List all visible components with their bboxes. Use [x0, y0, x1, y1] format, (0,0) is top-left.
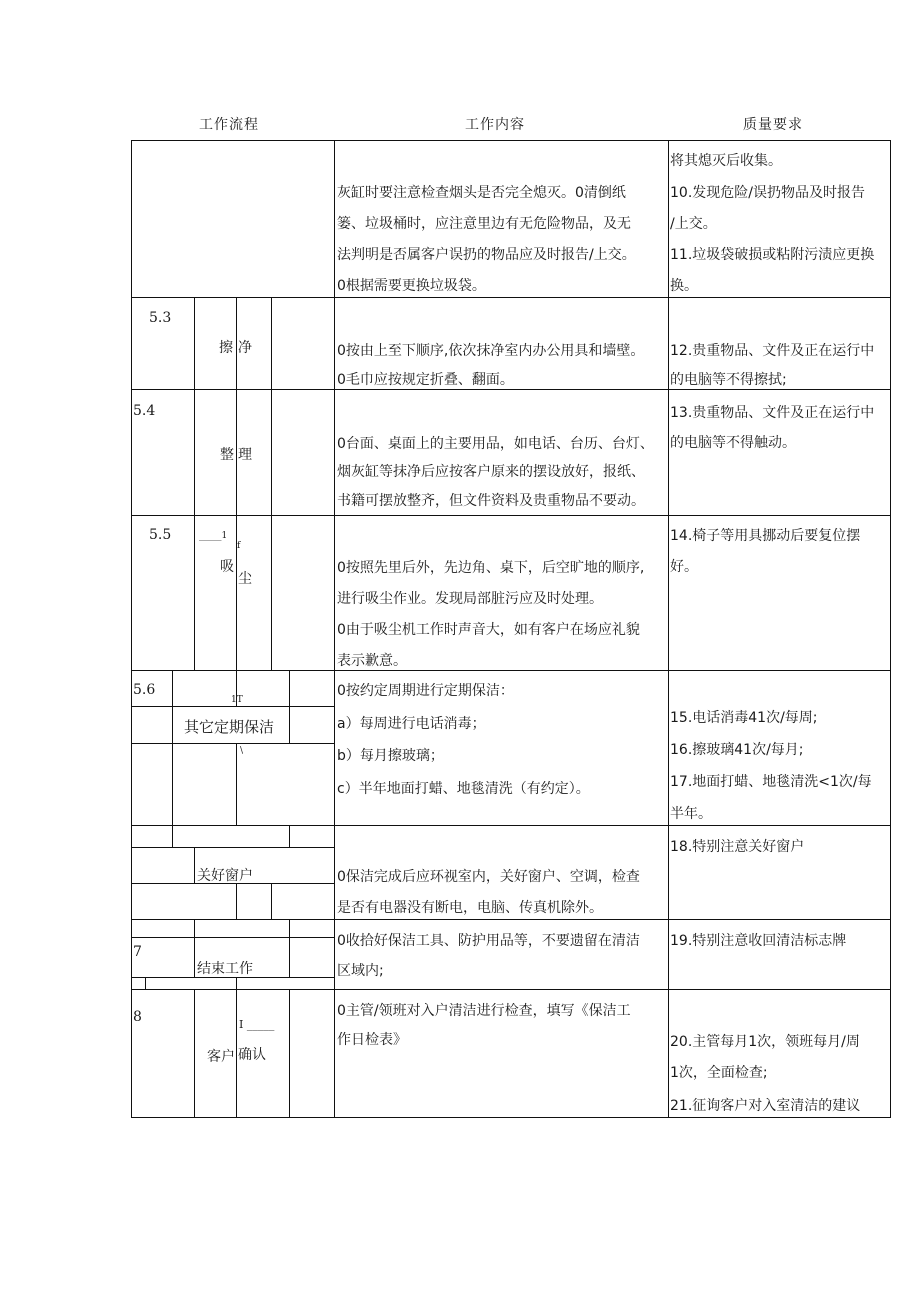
content-line: b）每月擦玻璃；	[337, 748, 444, 764]
step-number: 7	[133, 944, 142, 960]
content-line: 灰缸时要注意检查烟头是否完全熄灭。0清倒纸	[337, 185, 626, 201]
header-work-content: 工作内容	[465, 117, 525, 133]
quality-line: 11.垃圾袋破损或粘附污渍应更换	[670, 247, 875, 263]
row-divider	[131, 989, 891, 990]
step-label: 客户	[207, 1049, 235, 1065]
subcell-divider	[172, 670, 173, 826]
content-line: 作日检表》	[337, 1032, 407, 1048]
header-workflow: 工作流程	[199, 117, 259, 133]
step-number: 5.3	[149, 310, 172, 326]
subcell-divider	[236, 297, 237, 671]
subcell-divider	[236, 743, 237, 826]
content-line: 0按约定周期进行定期保洁：	[337, 683, 514, 699]
content-line: 0毛巾应按规定折叠、翻面。	[337, 372, 514, 388]
step-label: 吸	[220, 559, 234, 575]
content-line: 表示歉意。	[337, 653, 407, 669]
table-top-border	[131, 140, 891, 141]
subcell-divider	[194, 847, 195, 883]
step-label: 其它定期保洁	[184, 718, 275, 736]
quality-line: 12.贵重物品、文件及正在运行中	[670, 343, 875, 359]
row-divider	[131, 670, 891, 671]
quality-line: 的电脑等不得触动。	[670, 435, 796, 451]
content-line: 法判明是否属客户误扔的物品应及时报告/上交。	[337, 247, 636, 263]
row-divider	[131, 297, 891, 298]
subcell-divider	[131, 847, 335, 848]
quality-line: 的电脑等不得擦拭;	[670, 372, 787, 388]
content-line: c）半年地面打蜡、地毯清洗（有约定）。	[337, 781, 590, 797]
subcell-divider	[289, 937, 290, 977]
table-left-border	[131, 140, 132, 1118]
step-label: 擦	[219, 340, 233, 356]
quality-line: 1次，全面检查;	[670, 1065, 768, 1081]
subcell-divider	[194, 919, 195, 937]
content-line: 0保洁完成后应环视室内，关好窗户、空调，检查	[337, 869, 640, 885]
quality-line: 15.电话消毒41次/每周;	[670, 710, 818, 726]
quality-line: 14.椅子等用具挪动后要复位摆	[670, 528, 861, 544]
subcell-divider	[131, 743, 335, 744]
step-number: 5.6	[133, 682, 156, 698]
table-right-border	[890, 140, 891, 1118]
margin-mark: \	[240, 746, 244, 756]
quality-line: 半年。	[670, 806, 712, 822]
content-line: 0台面、桌面上的主要用品，如电话、台历、台灯、	[337, 436, 654, 452]
subcell-divider	[289, 825, 290, 847]
content-line: 0根据需要更换垃圾袋。	[337, 278, 486, 294]
subcell-divider	[172, 825, 173, 847]
header-quality-requirements: 质量要求	[743, 117, 803, 133]
quality-line: 16.擦玻璃41次/每月;	[670, 742, 804, 758]
content-line: 0主管/领班对入户清洁进行检查，填写《保洁工	[337, 1003, 631, 1019]
quality-line: 将其熄灭后收集。	[670, 153, 782, 169]
subcell-divider	[271, 883, 272, 919]
step-number: 5.5	[149, 527, 172, 543]
step-number: 5.4	[133, 403, 156, 419]
quality-line: 20.主管每月1次，领班每月/周	[670, 1034, 860, 1050]
row-divider	[131, 515, 891, 516]
quality-line: 21.征询客户对入室清洁的建议	[670, 1098, 861, 1114]
subcell-divider	[131, 937, 335, 938]
subcell-divider	[271, 297, 272, 671]
subcell-divider	[131, 706, 335, 707]
step-label: 尘	[238, 571, 252, 587]
subcell-divider	[194, 297, 195, 671]
content-line: 0按由上至下顺序,依次抹净室内办公用具和墙壁。	[337, 343, 645, 359]
subcell-divider	[194, 989, 195, 1118]
step-label: 理	[238, 447, 252, 463]
margin-mark: f	[237, 541, 241, 551]
content-line: 烟灰缸等抹净后应按客户原来的摆设放好，报纸、	[337, 464, 645, 480]
subcell-divider	[236, 977, 237, 989]
margin-mark: I _____	[239, 1018, 275, 1031]
subcell-divider	[289, 919, 290, 937]
content-line: 书籍可摆放整齐，但文件资料及贵重物品不要动。	[337, 493, 645, 509]
content-line: 0收拾好保洁工具、防护用品等，不要遗留在清洁	[337, 933, 640, 949]
content-line: 进行吸尘作业。发现局部脏污应及时处理。	[337, 591, 603, 607]
step-label: 结束工作	[197, 961, 253, 977]
subcell-divider	[236, 989, 237, 1118]
quality-line: 10.发现危险/误扔物品及时报告	[670, 185, 865, 201]
table-bottom-border	[131, 1117, 891, 1118]
content-line: 篓、垃圾桶时，应注意里边有无危险物品，及无	[337, 216, 631, 232]
quality-line: 19.特别注意收回清洁标志牌	[670, 933, 847, 949]
quality-line: 18.特别注意关好窗户	[670, 839, 805, 855]
step-label: 确认	[238, 1047, 266, 1063]
quality-line: 17.地面打蜡、地毯清洗<1次/每	[670, 774, 872, 790]
row-divider	[131, 919, 891, 920]
subcell-divider	[145, 977, 146, 989]
quality-line: 13.贵重物品、文件及正在运行中	[670, 405, 875, 421]
step-number: 8	[133, 1009, 142, 1025]
quality-line: 换。	[670, 278, 698, 294]
step-label: 关好窗户	[197, 868, 253, 884]
row-divider	[131, 825, 891, 826]
subcell-divider	[236, 883, 237, 919]
subcell-divider	[194, 937, 195, 977]
content-line: 是否有电器没有断电，电脑、传真机除外。	[337, 900, 603, 916]
step-label: 净	[238, 340, 252, 356]
subcell-divider	[289, 989, 290, 1118]
content-line: 0按照先里后外，先边角、桌下，后空旷地的顺序,	[337, 560, 645, 576]
quality-line: 好。	[670, 559, 698, 575]
margin-mark: 1T	[231, 695, 243, 705]
margin-mark: _____1	[199, 531, 228, 541]
column-divider	[334, 140, 335, 1118]
row-divider	[131, 389, 891, 390]
content-line: 0由于吸尘机工作时声音大，如有客户在场应礼貌	[337, 622, 640, 638]
step-label: 整	[220, 447, 234, 463]
content-line: 区域内;	[337, 963, 384, 979]
quality-line: /上交。	[670, 216, 717, 232]
content-line: a）每周进行电话消毒；	[337, 716, 486, 732]
column-divider	[668, 140, 669, 1118]
